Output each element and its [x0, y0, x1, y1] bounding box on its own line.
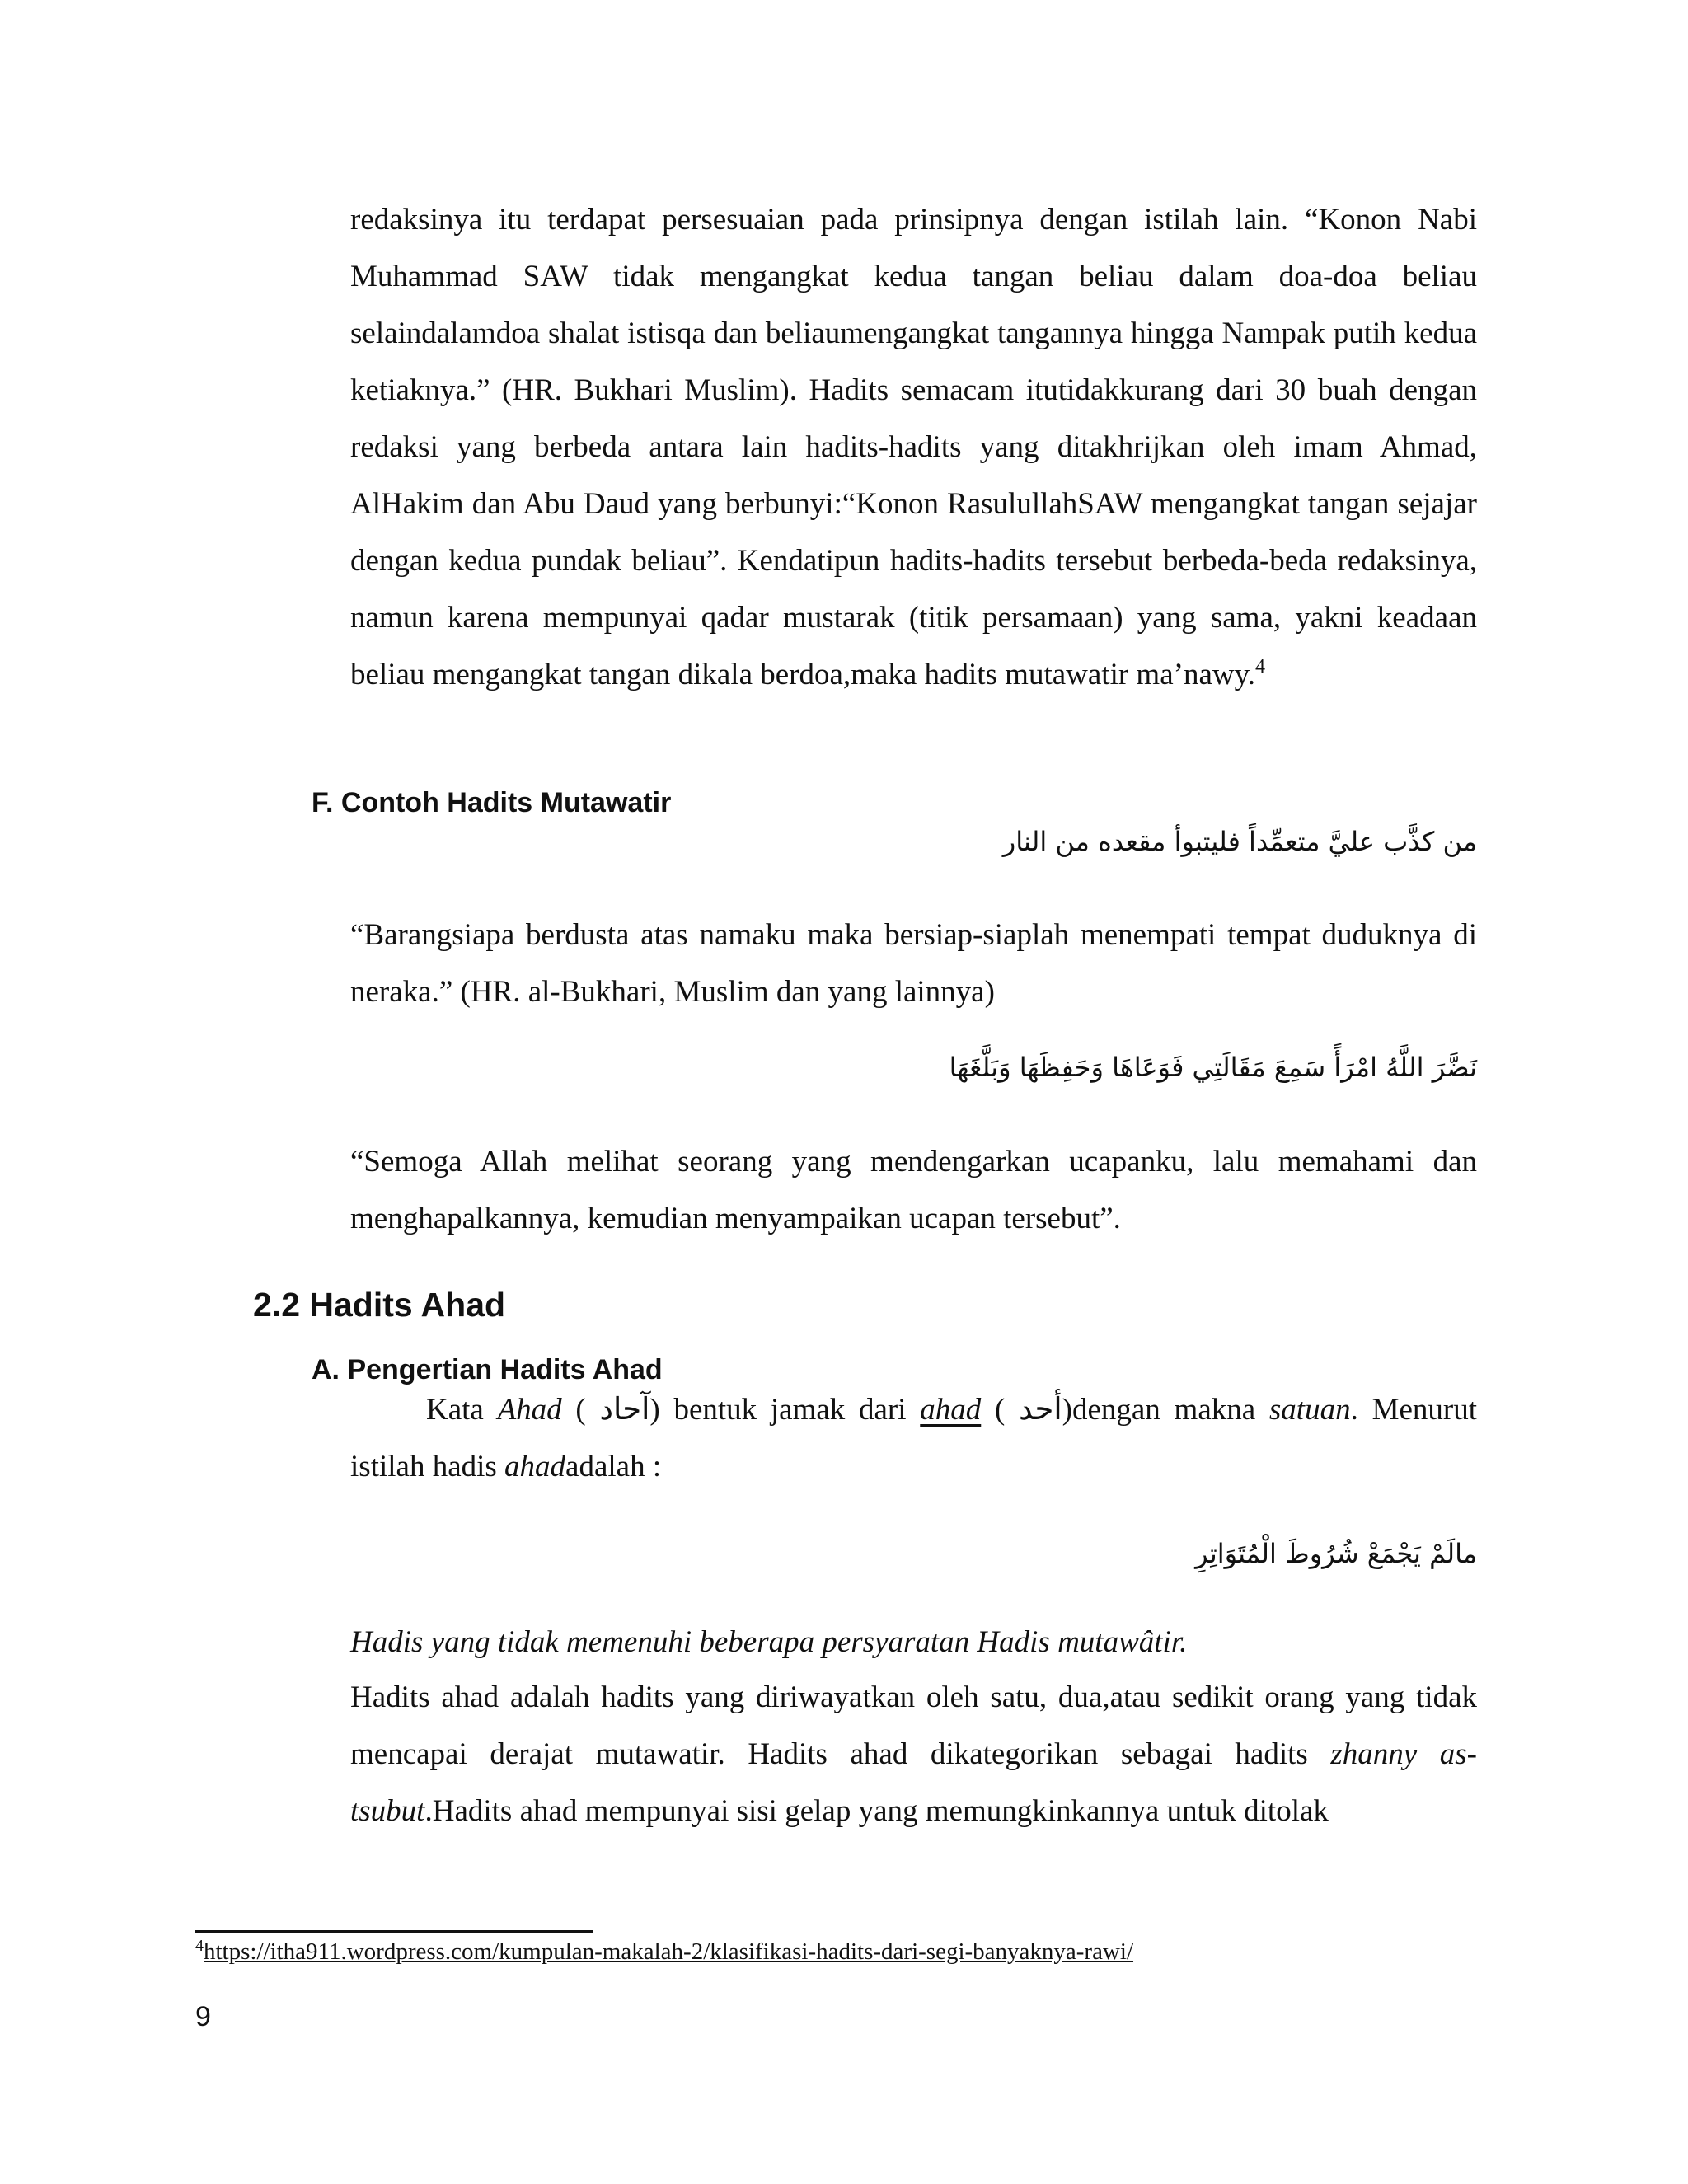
footnote-link[interactable]: https://itha911.wordpress.com/kumpulan-makalah-2/klasifikasi-hadits-dari-segi-banyaknya-rawi/: [204, 1938, 1134, 1965]
footnote-separator: [195, 1930, 593, 1933]
paragraph-hadits-ahad: [350, 1669, 1477, 1840]
arabic-definition: مالَمْ يَجْمَعْ شُرُوطَ الْمُتَوَاتِرِ: [1195, 1538, 1477, 1569]
term-ahad: ahad: [920, 1393, 982, 1427]
intro-text: Kata: [426, 1393, 498, 1427]
intro-text: adalah :: [565, 1450, 662, 1483]
term-ahad: Ahad: [497, 1393, 562, 1427]
footnote: [195, 1938, 1133, 1966]
page-number: 9: [195, 2001, 211, 2032]
section-heading-pengertian-hadits-ahad: A. Pengertian Hadits Ahad: [312, 1354, 663, 1385]
arabic-hadith-2: نَضَّرَ اللَّهُ امْرَأً سَمِعَ مَقَالَتِي فَوَعَاهَا وَحَفِظَهَا وَبَلَّغَهَا: [949, 1052, 1477, 1083]
translation-hadith-2: “Semoga Allah melihat seorang yang mendengarkan ucapanku, lalu memahami dan menghapalkannya, kemudian menyampaikan ucapan tersebut”.: [350, 1145, 1477, 1235]
italic-definition: Hadis yang tidak memenuhi beberapa persyaratan Hadis mutawâtir.: [350, 1625, 1188, 1659]
term-zhanny-as-tsubut: zhanny as-tsubut: [350, 1737, 1478, 1828]
paragraph-text: .Hadits ahad mempunyai sisi gelap yang memungkinkannya untuk ditolak: [424, 1794, 1329, 1828]
term-satuan: satuan: [1268, 1393, 1351, 1427]
section-heading-hadits-ahad: 2.2 Hadits Ahad: [253, 1286, 506, 1324]
arabic-hadith-1: من كذَّب عليَّ متعمِّداً فليتبوأ مقعده من النار: [1002, 826, 1477, 857]
footnote-number: 4: [195, 1937, 204, 1955]
translation-hadith-1: “Barangsiapa berdusta atas namaku maka bersiap-siaplah menempati tempat duduknya di neraka.” (HR. al-Bukhari, Muslim dan yang lainnya): [350, 918, 1477, 1009]
footnote-reference: 4: [1254, 656, 1265, 677]
intro-text: ( أحد)dengan makna: [981, 1393, 1269, 1427]
paragraph-text: Hadits ahad adalah hadits yang diriwayatkan oleh satu, dua,atau sedikit orang yang tidak mencapai derajat mutawatir. Hadits ahad dikategorikan sebagai hadits: [350, 1680, 1477, 1771]
intro-text: . Menurut istilah hadis: [350, 1393, 1477, 1483]
paragraph-mutawatir-manawy: [350, 191, 1477, 703]
paragraph-text: redaksinya itu terdapat persesuaian pada prinsipnya dengan istilah lain. “Konon Nabi Muhammad SAW tidak mengangkat kedua tangan beliau dalam doa-doa beliau selaindalamdoa shalat istisqa dan beliaumengangkat tangannya hingga Nampak putih kedua ketiaknya.” (HR. Bukhari Muslim). Hadits semacam itutidakkurang dari 30 buah dengan redaksi yang berbeda antara lain hadits-hadits yang ditakhrijkan oleh imam Ahmad, AlHakim dan Abu Daud yang berbunyi:“Konon RasulullahSAW mengangkat tangan sejajar dengan kedua pundak beliau”. Kendatipun hadits-hadits tersebut berbeda-beda redaksinya, namun karena mempunyai qadar mustarak (titik persamaan) yang sama, yakni keadaan beliau mengangkat tangan dikala berdoa,maka hadits mutawatir ma’nawy.: [350, 203, 1477, 691]
section-heading-contoh-hadits-mutawatir: F. Contoh Hadits Mutawatir: [312, 787, 672, 818]
paragraph-pengertian-ahad: [350, 1381, 1477, 1495]
intro-text: ( آحاد) bentuk jamak dari: [561, 1393, 921, 1427]
term-ahad: ahad: [504, 1450, 566, 1483]
